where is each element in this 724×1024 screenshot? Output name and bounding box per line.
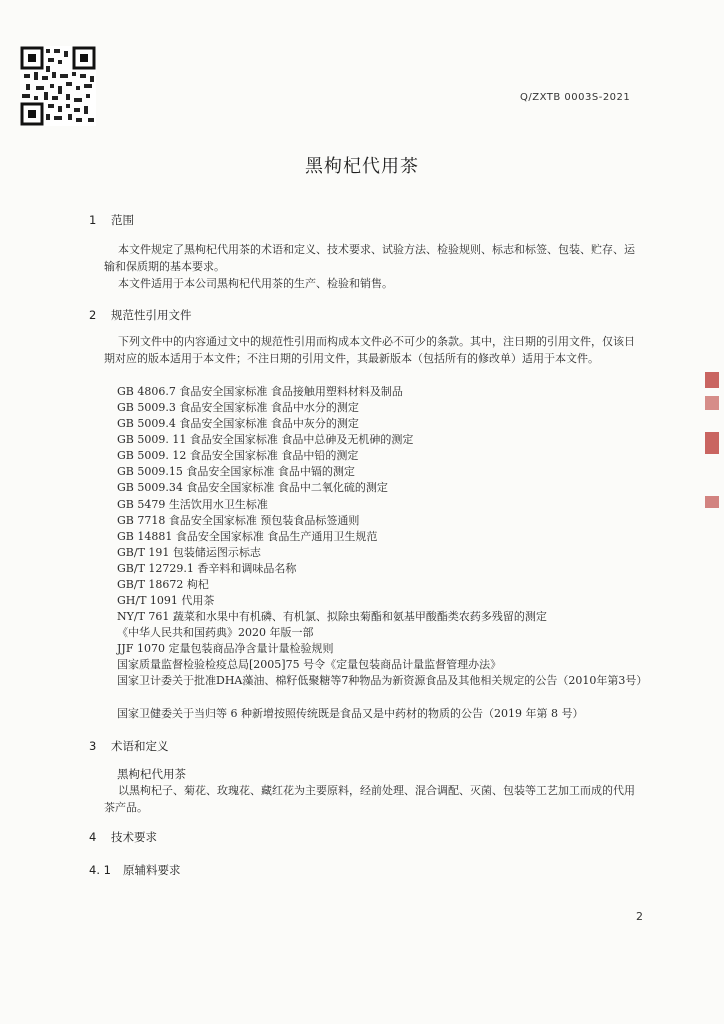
page-title: 黑枸杞代用茶 <box>305 156 419 177</box>
reference-item: GB 4806.7 食品安全国家标准 食品接触用塑料材料及制品 <box>117 385 403 398</box>
reference-item: GB/T 12729.1 香辛料和调味品名称 <box>117 562 297 575</box>
reference-item: JJF 1070 定量包装商品净含量计量检验规则 <box>117 642 334 655</box>
section-4-1-heading <box>89 862 181 878</box>
section-title: 规范性引用文件 <box>111 308 192 322</box>
seal-edge-mark <box>705 496 719 508</box>
document-number: Q/ZXTB 0003S-2021 <box>520 92 631 103</box>
reference-item: 国家卫计委关于批准DHA藻油、棉籽低聚糖等7种物品为新资源食品及其他相关规定的公告（2010年第3号） <box>117 674 648 687</box>
reference-item: NY/T 761 蔬菜和水果中有机磷、有机氯、拟除虫菊酯和氨基甲酸酯类农药多残留的测定 <box>117 610 547 623</box>
reference-item: 《中华人民共和国药典》2020 年版一部 <box>117 626 314 639</box>
reference-item: 国家卫健委关于当归等 6 种新增按照传统既是食品又是中药材的物质的公告（2019 年第 8 号） <box>117 707 584 720</box>
section-number: 2 <box>89 308 97 322</box>
reference-item: GB 5009.34 食品安全国家标准 食品中二氧化硫的测定 <box>117 481 388 494</box>
reference-item: GB 14881 食品安全国家标准 食品生产通用卫生规范 <box>117 530 378 543</box>
section-4-heading <box>89 829 157 845</box>
section-number: 4 <box>89 830 97 844</box>
section-title: 范围 <box>111 213 134 227</box>
reference-item: GB 7718 食品安全国家标准 预包装食品标签通则 <box>117 514 360 527</box>
section-title: 技术要求 <box>111 830 157 844</box>
reference-item: GB 5009.3 食品安全国家标准 食品中水分的测定 <box>117 401 359 414</box>
seal-edge-mark <box>705 432 719 454</box>
scope-paragraph-2: 本文件适用于本公司黑枸杞代用茶的生产、检验和销售。 <box>118 277 393 290</box>
qr-code <box>20 46 96 126</box>
section-number: 3 <box>89 739 97 753</box>
reference-item: GB 5479 生活饮用水卫生标准 <box>117 498 268 511</box>
section-number: 4. 1 <box>89 863 111 877</box>
term-name: 黑枸杞代用茶 <box>117 767 186 781</box>
scope-paragraph-1: 本文件规定了黑枸杞代用茶的术语和定义、技术要求、试验方法、检验规则、标志和标签、包装、贮存、运输和保质期的基本要求。 <box>104 243 635 273</box>
references-intro: 下列文件中的内容通过文中的规范性引用而构成本文件必不可少的条款。其中，注日期的引用文件，仅该日期对应的版本适用于本文件；不注日期的引用文件，其最新版本（包括所有的修改单）适用于本文件。 <box>104 335 635 365</box>
reference-item: GB 5009. 12 食品安全国家标准 食品中铅的测定 <box>117 449 359 462</box>
section-title: 原辅料要求 <box>123 863 181 877</box>
section-1-heading <box>89 212 134 228</box>
section-2-heading <box>89 307 192 323</box>
reference-item: GB/T 18672 枸杞 <box>117 578 209 591</box>
term-definition: 以黑枸杞子、菊花、玫瑰花、藏红花为主要原料，经前处理、混合调配、灭菌、包装等工艺加工而成的代用茶产品。 <box>104 784 635 814</box>
seal-edge-mark <box>705 372 719 388</box>
section-3-heading <box>89 738 169 754</box>
reference-item: GH/T 1091 代用茶 <box>117 594 215 607</box>
reference-item: GB 5009.4 食品安全国家标准 食品中灰分的测定 <box>117 417 359 430</box>
section-title: 术语和定义 <box>111 739 169 753</box>
reference-item: GB/T 191 包装储运图示标志 <box>117 546 261 559</box>
reference-item: GB 5009.15 食品安全国家标准 食品中镉的测定 <box>117 465 355 478</box>
reference-item: GB 5009. 11 食品安全国家标准 食品中总砷及无机砷的测定 <box>117 433 414 446</box>
seal-edge-mark <box>705 396 719 410</box>
reference-item: 国家质量监督检验检疫总局[2005]75 号令《定量包装商品计量监督管理办法》 <box>117 658 502 671</box>
section-number: 1 <box>89 213 97 227</box>
page-number: 2 <box>636 910 643 923</box>
